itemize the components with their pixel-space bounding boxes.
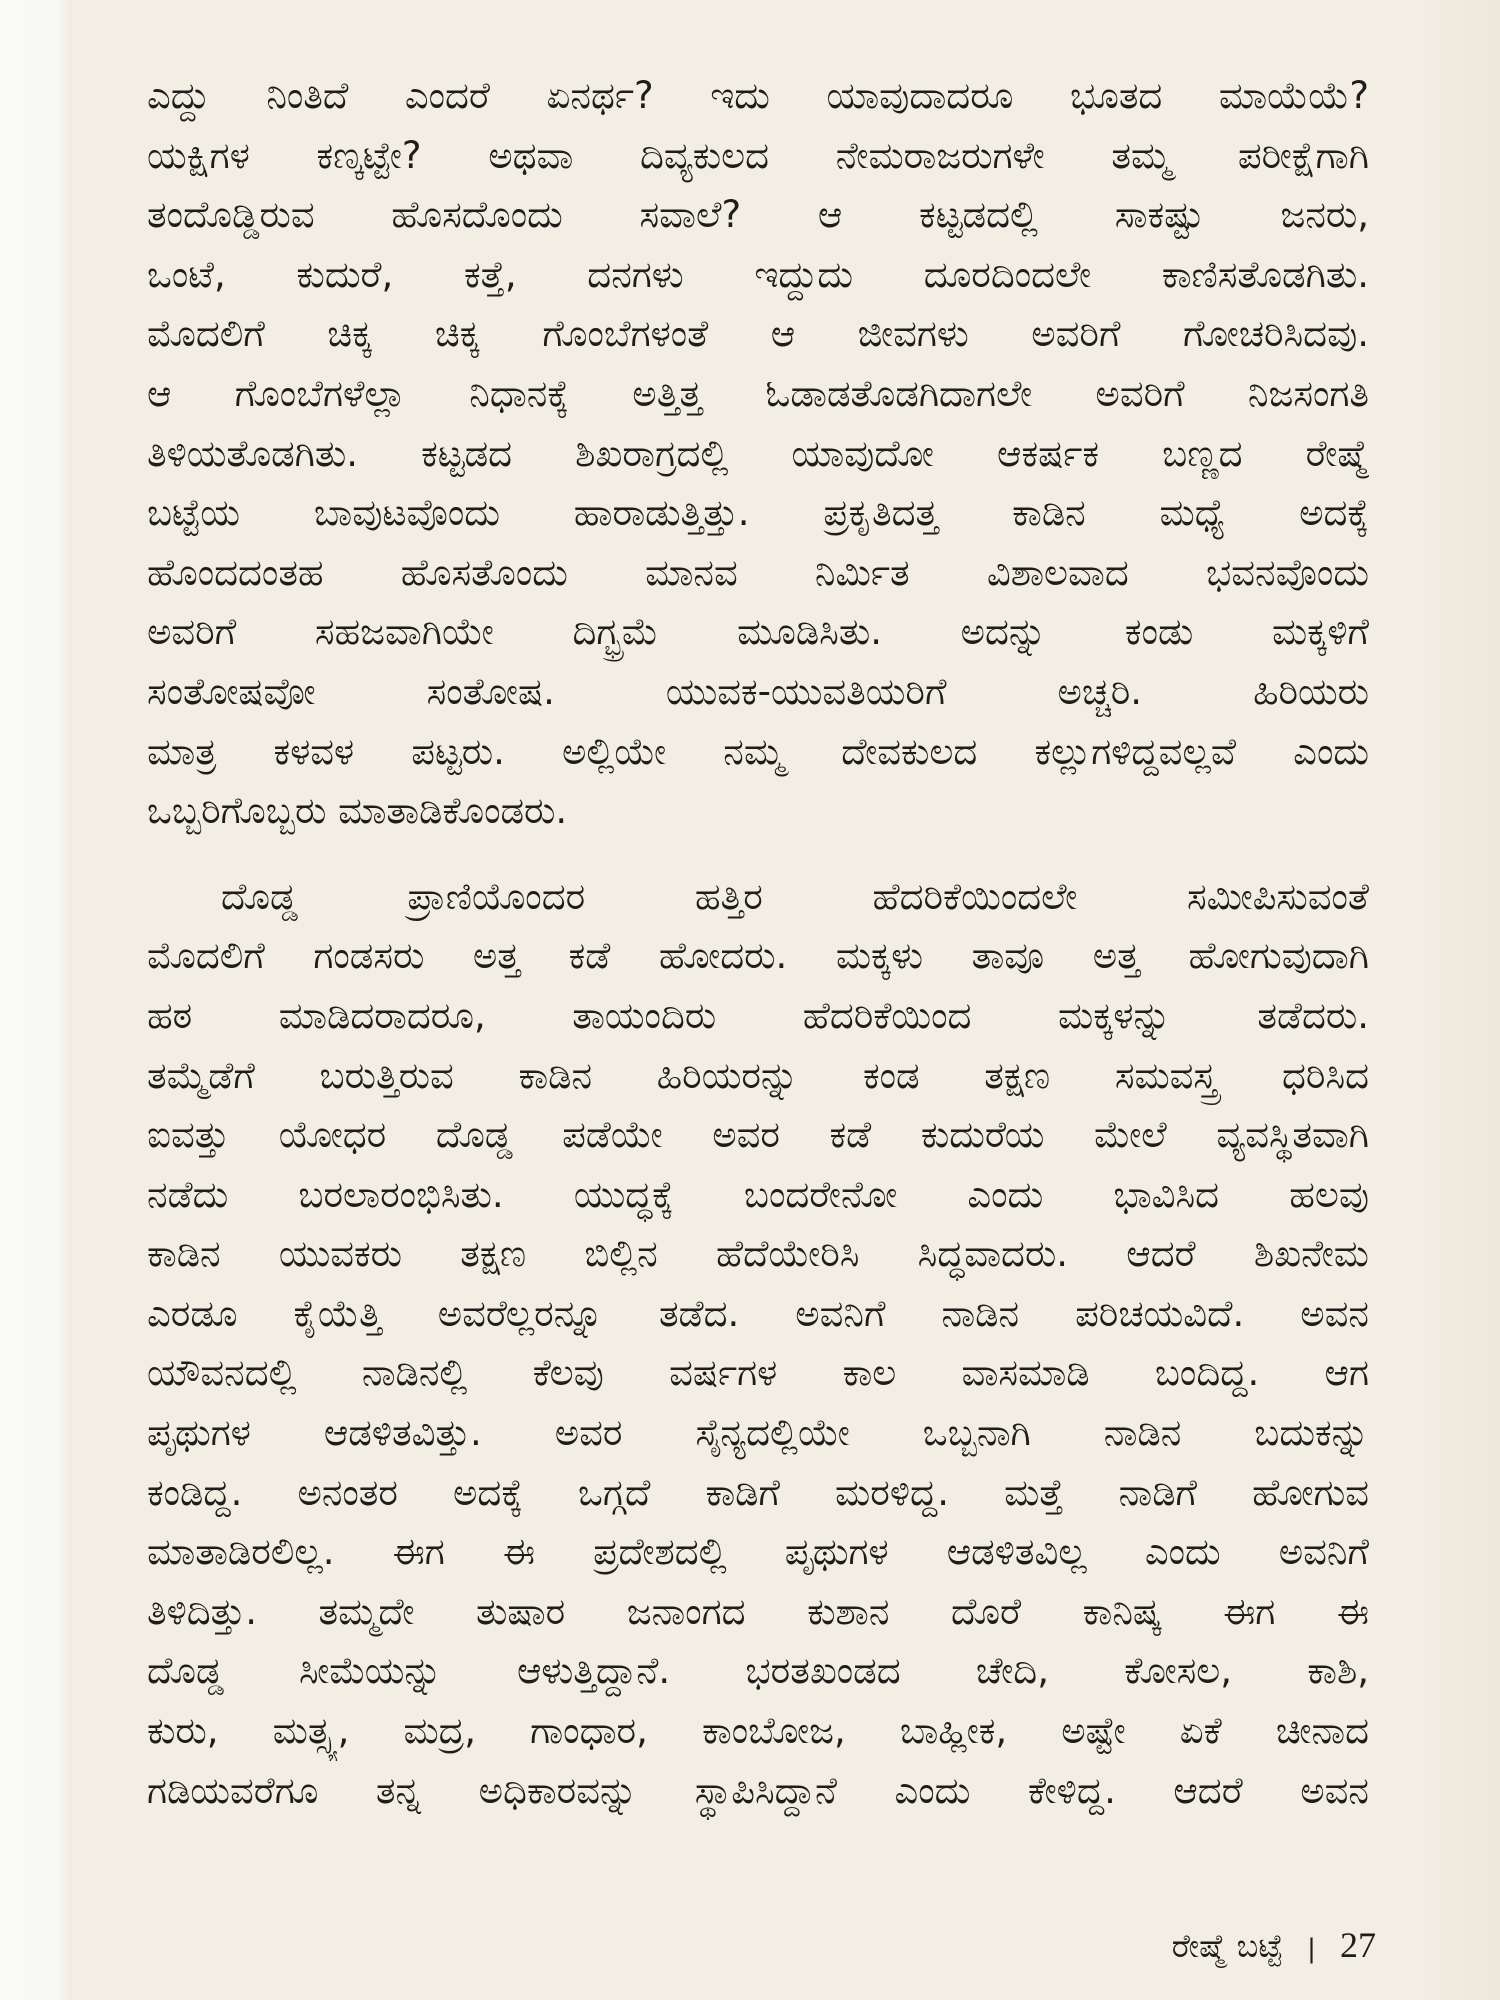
- text-line: ಬಟ್ಟೆಯ ಬಾವುಟವೊಂದು ಹಾರಾಡುತ್ತಿತ್ತು. ಪ್ರಕೃತಿದತ್ತ ಕಾಡಿನ ಮಧ್ಯೆ ಅದಕ್ಕೆ: [147, 491, 1369, 535]
- paragraph-1: [147, 66, 1369, 841]
- text-line: ಒಂಟೆ, ಕುದುರೆ, ಕತ್ತೆ, ದನಗಳು ಇದ್ದುದು ದೂರದಿಂದಲೇ ಕಾಣಿಸತೊಡಗಿತು.: [147, 252, 1369, 296]
- text-line: ಆ ಗೊಂಬೆಗಳೆಲ್ಲಾ ನಿಧಾನಕ್ಕೆ ಅತ್ತಿತ್ತ ಓಡಾಡತೊಡಗಿದಾಗಲೇ ಅವರಿಗೆ ನಿಜಸಂಗತಿ: [147, 371, 1369, 415]
- text-line: ಐವತ್ತು ಯೋಧರ ದೊಡ್ಡ ಪಡೆಯೇ ಅವರ ಕಡೆ ಕುದುರೆಯ ಮೇಲೆ ವ್ಯವಸ್ಥಿತವಾಗಿ: [147, 1113, 1369, 1157]
- text-line: ದೊಡ್ಡ ಪ್ರಾಣಿಯೊಂದರ ಹತ್ತಿರ ಹೆದರಿಕೆಯಿಂದಲೇ ಸಮೀಪಿಸುವಂತೆ: [221, 874, 1369, 918]
- running-title: ರೇಷ್ಮೆ ಬಟ್ಟೆ: [1171, 1927, 1283, 1965]
- text-line: ದೊಡ್ಡ ಸೀಮೆಯನ್ನು ಆಳುತ್ತಿದ್ದಾನೆ. ಭರತಖಂಡದ ಚೇದಿ, ಕೋಸಲ, ಕಾಶಿ,: [147, 1649, 1369, 1693]
- text-line: ಯಕ್ಷಿಗಳ ಕಣ್ಕಟ್ಟೇ? ಅಥವಾ ದಿವ್ಯಕುಲದ ನೇಮರಾಜರುಗಳೇ ತಮ್ಮ ಪರೀಕ್ಷೆಗಾಗಿ: [147, 133, 1369, 177]
- text-line: ತಮ್ಮೆಡೆಗೆ ಬರುತ್ತಿರುವ ಕಾಡಿನ ಹಿರಿಯರನ್ನು ಕಂಡ ತಕ್ಷಣ ಸಮವಸ್ತ್ರ ಧರಿಸಿದ: [147, 1053, 1369, 1097]
- text-line: ನಡೆದು ಬರಲಾರಂಭಿಸಿತು. ಯುದ್ಧಕ್ಕೆ ಬಂದರೇನೋ ಎಂದು ಭಾವಿಸಿದ ಹಲವು: [147, 1172, 1369, 1216]
- page-edge-left: [0, 0, 72, 2000]
- text-line: ತಿಳಿದಿತ್ತು. ತಮ್ಮದೇ ತುಷಾರ ಜನಾಂಗದ ಕುಶಾನ ದೊರೆ ಕಾನಿಷ್ಕ ಈಗ ಈ: [147, 1589, 1369, 1633]
- text-line: ಒಬ್ಬರಿಗೊಬ್ಬರು ಮಾತಾಡಿಕೊಂಡರು.: [147, 789, 568, 833]
- text-line: ಮೊದಲಿಗೆ ಚಿಕ್ಕ ಚಿಕ್ಕ ಗೊಂಬೆಗಳಂತೆ ಆ ಜೀವಗಳು ಅವರಿಗೆ ಗೋಚರಿಸಿದವು.: [147, 312, 1369, 356]
- text-line: ಕುರು, ಮತ್ಸ್ಯ, ಮದ್ರ, ಗಾಂಧಾರ, ಕಾಂಬೋಜ, ಬಾಹ್ಲೀಕ, ಅಷ್ಟೇ ಏಕೆ ಚೀನಾದ: [147, 1709, 1369, 1753]
- text-line: ಕಂಡಿದ್ದ. ಅನಂತರ ಅದಕ್ಕೆ ಒಗ್ಗದೆ ಕಾಡಿಗೆ ಮರಳಿದ್ದ. ಮತ್ತೆ ನಾಡಿಗೆ ಹೋಗುವ: [147, 1470, 1369, 1514]
- text-line: ಮೊದಲಿಗೆ ಗಂಡಸರು ಅತ್ತ ಕಡೆ ಹೋದರು. ಮಕ್ಕಳು ತಾವೂ ಅತ್ತ ಹೋಗುವುದಾಗಿ: [147, 934, 1369, 978]
- text-line: ತಂದೊಡ್ಡಿರುವ ಹೊಸದೊಂದು ಸವಾಲೆ? ಆ ಕಟ್ಟಡದಲ್ಲಿ ಸಾಕಷ್ಟು ಜನರು,: [147, 193, 1369, 237]
- text-line: ಹೊಂದದಂತಹ ಹೊಸತೊಂದು ಮಾನವ ನಿರ್ಮಿತ ವಿಶಾಲವಾದ ಭವನವೊಂದು: [147, 550, 1369, 594]
- text-line: ಯೌವನದಲ್ಲಿ ನಾಡಿನಲ್ಲಿ ಕೆಲವು ವರ್ಷಗಳ ಕಾಲ ವಾಸಮಾಡಿ ಬಂದಿದ್ದ. ಆಗ: [147, 1351, 1369, 1395]
- text-line: ಕಾಡಿನ ಯುವಕರು ತಕ್ಷಣ ಬಿಲ್ಲಿನ ಹೆದೆಯೇರಿಸಿ ಸಿದ್ಧವಾದರು. ಆದರೆ ಶಿಖನೇಮ: [147, 1232, 1369, 1276]
- page-body: [147, 66, 1369, 1820]
- text-line: ಎದ್ದು ನಿಂತಿದೆ ಎಂದರೆ ಏನರ್ಥ? ಇದು ಯಾವುದಾದರೂ ಭೂತದ ಮಾಯೆಯೆ?: [147, 74, 1369, 117]
- text-line: ಗಡಿಯವರೆಗೂ ತನ್ನ ಅಧಿಕಾರವನ್ನು ಸ್ಥಾಪಿಸಿದ್ದಾನೆ ಎಂದು ಕೇಳಿದ್ದ. ಆದರೆ ಅವನ: [147, 1768, 1369, 1812]
- text-line: ಮಾತಾಡಿರಲಿಲ್ಲ. ಈಗ ಈ ಪ್ರದೇಶದಲ್ಲಿ ಪೃಥುಗಳ ಆಡಳಿತವಿಲ್ಲ ಎಂದು ಅವನಿಗೆ: [147, 1530, 1369, 1574]
- page-edge-right: [1428, 0, 1500, 2000]
- paragraph-2: [147, 867, 1369, 1821]
- text-line: ಎರಡೂ ಕೈಯೆತ್ತಿ ಅವರೆಲ್ಲರನ್ನೂ ತಡೆದ. ಅವನಿಗೆ ನಾಡಿನ ಪರಿಚಯವಿದೆ. ಅವನ: [147, 1291, 1369, 1335]
- text-line: ಹಠ ಮಾಡಿದರಾದರೂ, ತಾಯಂದಿರು ಹೆದರಿಕೆಯಿಂದ ಮಕ್ಕಳನ್ನು ತಡೆದರು.: [147, 993, 1369, 1037]
- page-footer: [1172, 1922, 1376, 1968]
- page-number: 27: [1340, 1925, 1376, 1965]
- text-line: ತಿಳಿಯತೊಡಗಿತು. ಕಟ್ಟಡದ ಶಿಖರಾಗ್ರದಲ್ಲಿ ಯಾವುದೋ ಆಕರ್ಷಕ ಬಣ್ಣದ ರೇಷ್ಮೆ: [147, 431, 1369, 475]
- text-line: ಮಾತ್ರ ಕಳವಳ ಪಟ್ಟರು. ಅಲ್ಲಿಯೇ ನಮ್ಮ ದೇವಕುಲದ ಕಲ್ಲುಗಳಿದ್ದವಲ್ಲವೆ ಎಂದು: [147, 729, 1369, 773]
- text-line: ಸಂತೋಷವೋ ಸಂತೋಷ. ಯುವಕ-ಯುವತಿಯರಿಗೆ ಅಚ್ಚರಿ. ಹಿರಿಯರು: [147, 669, 1369, 713]
- footer-separator: |: [1307, 1934, 1316, 1964]
- text-line: ಅವರಿಗೆ ಸಹಜವಾಗಿಯೇ ದಿಗ್ಭ್ರಮೆ ಮೂಡಿಸಿತು. ಅದನ್ನು ಕಂಡು ಮಕ್ಕಳಿಗೆ: [147, 610, 1369, 654]
- text-line: ಪೃಥುಗಳ ಆಡಳಿತವಿತ್ತು. ಅವರ ಸೈನ್ಯದಲ್ಲಿಯೇ ಒಬ್ಬನಾಗಿ ನಾಡಿನ ಬದುಕನ್ನು: [147, 1411, 1369, 1455]
